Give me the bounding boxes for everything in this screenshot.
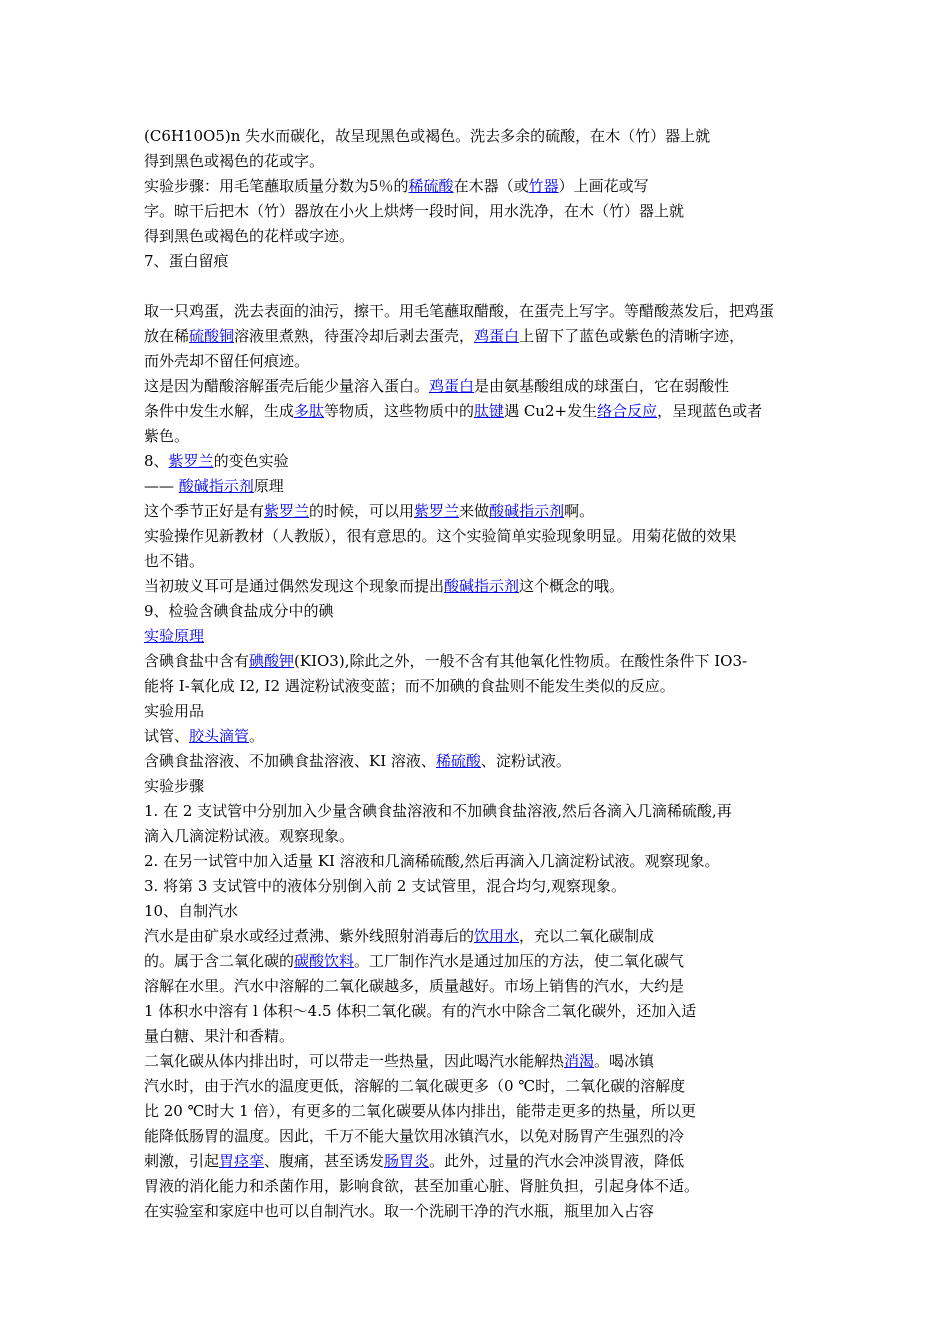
text-run: 原理 <box>253 477 284 495</box>
text-line <box>144 776 204 796</box>
text-line <box>144 251 229 271</box>
text-line <box>144 526 737 546</box>
hyperlink[interactable]: 酸碱指示剂 <box>489 502 565 520</box>
text-line <box>144 476 284 496</box>
text-run: 这个概念的哦。 <box>519 577 625 595</box>
hyperlink[interactable]: 酸碱指示剂 <box>178 477 254 495</box>
text-run: ，呈现蓝色或者 <box>657 402 763 420</box>
text-run: 。 <box>249 727 265 745</box>
text-run: 这是因为醋酸溶解蛋壳后能少量溶入蛋白。 <box>144 377 430 395</box>
text-run: 胃液的消化能力和杀菌作用，影响食欲，甚至加重心脏、肾脏负担，引起身体不适。 <box>144 1177 700 1195</box>
text-run: (C6H10O5)n 失水而碳化，故呈现黑色或褐色。洗去多余的硫酸，在木（竹）器上就 <box>144 127 711 145</box>
text-run: 的。属于含二氧化碳的 <box>144 952 295 970</box>
text-line <box>144 551 204 571</box>
hyperlink[interactable]: 胃痉挛 <box>219 1152 265 1170</box>
text-run: 、腹痛，甚至诱发 <box>264 1152 385 1170</box>
text-run: 的时候，可以用 <box>309 502 415 520</box>
text-run: 2. 在另一试管中加入适量 KI 溶液和几滴稀硫酸,然后再滴入几滴淀粉试液。观察现象。 <box>144 852 720 870</box>
text-line <box>144 1176 699 1196</box>
text-run: 。此外，过量的汽水会冲淡胃液，降低 <box>429 1152 685 1170</box>
text-line <box>144 726 264 746</box>
text-run: 是由氨基酸组成的球蛋白，它在弱酸性 <box>474 377 730 395</box>
text-run: 1 体积水中溶有 l 体积～4.5 体积二氧化碳。有的汽水中除含二氧化碳外，还加入适 <box>144 1002 697 1020</box>
text-line <box>144 226 354 246</box>
text-line <box>144 976 684 996</box>
text-run: 试管、 <box>144 727 190 745</box>
text-line <box>144 826 354 846</box>
text-line <box>144 626 204 646</box>
text-line <box>144 126 710 146</box>
hyperlink[interactable]: 紫罗兰 <box>168 452 214 470</box>
text-line <box>144 201 684 221</box>
text-line <box>144 676 675 696</box>
text-line <box>144 601 334 621</box>
text-run: 遇 Cu2+发生 <box>504 402 598 420</box>
text-line <box>144 751 571 771</box>
text-run: 得到黑色或褐色的花样或字迹。 <box>144 227 355 245</box>
text-line <box>144 376 729 396</box>
text-run: (KIO3),除此之外，一般不含有其他氧化性物质。在酸性条件下 IO3- <box>294 652 748 670</box>
text-run: 也不错。 <box>144 552 205 570</box>
text-run: 9、检验含碘食盐成分中的碘 <box>144 602 334 620</box>
text-run: 上留下了蓝色或紫色的清晰字迹， <box>519 327 745 345</box>
text-line <box>144 426 189 446</box>
text-run: 实验步骤 <box>144 777 205 795</box>
hyperlink[interactable]: 硫酸铜 <box>189 327 235 345</box>
text-run: 在实验室和家庭中也可以自制汽水。取一个洗刷干净的汽水瓶，瓶里加入占容 <box>144 1202 655 1220</box>
text-line <box>144 1201 654 1221</box>
hyperlink[interactable]: 肠胃炎 <box>384 1152 430 1170</box>
text-run: 得到黑色或褐色的花或字。 <box>144 152 325 170</box>
text-run: 汽水时，由于汽水的温度更低，溶解的二氧化碳更多（0 ℃时，二氧化碳的溶解度 <box>144 1077 686 1095</box>
text-run: 含碘食盐溶液、不加碘食盐溶液、KI 溶液、 <box>144 752 436 770</box>
text-run: 滴入几滴淀粉试液。观察现象。 <box>144 827 355 845</box>
text-run: 而外壳却不留任何痕迹。 <box>144 352 310 370</box>
hyperlink[interactable]: 碘酸钾 <box>249 652 295 670</box>
hyperlink[interactable]: 鸡蛋白 <box>474 327 520 345</box>
text-run: 实验步骤：用毛笔蘸取质量分数为5％的 <box>144 177 409 195</box>
text-run: 条件中发生水解，生成 <box>144 402 295 420</box>
text-run: ）上画花或写 <box>558 177 649 195</box>
hyperlink[interactable]: 稀硫酸 <box>408 177 454 195</box>
text-line <box>144 951 684 971</box>
text-line <box>144 326 744 346</box>
text-line <box>144 1076 685 1096</box>
hyperlink[interactable]: 多肽 <box>294 402 325 420</box>
text-run: 汽水是由矿泉水或经过煮沸、紫外线照射消毒后的 <box>144 927 475 945</box>
text-line <box>144 151 324 171</box>
text-run: 10、自制汽水 <box>144 902 239 920</box>
text-run: 紫色。 <box>144 427 190 445</box>
text-run: 能将 I-氧化成 I2, I2 遇淀粉试液变蓝；而不加碘的食盐则不能发生类似的反应。 <box>144 677 675 695</box>
text-line <box>144 876 626 896</box>
text-run: 。喝冰镇 <box>594 1052 655 1070</box>
text-line <box>144 1051 654 1071</box>
hyperlink[interactable]: 络合反应 <box>597 402 658 420</box>
text-run: 7、蛋白留痕 <box>144 252 229 270</box>
hyperlink[interactable]: 消渴 <box>564 1052 595 1070</box>
text-run: —— <box>144 477 179 495</box>
text-run: 3. 将第 3 支试管中的液体分别倒入前 2 支试管里，混合均匀,观察现象。 <box>144 877 627 895</box>
text-line <box>144 1126 684 1146</box>
text-run: 8、 <box>144 452 169 470</box>
hyperlink[interactable]: 实验原理 <box>144 627 205 645</box>
text-run: 来做 <box>459 502 490 520</box>
text-run: 这个季节正好是有 <box>144 502 265 520</box>
hyperlink[interactable]: 酸碱指示剂 <box>444 577 520 595</box>
text-run: 比 20 ℃时大 1 倍），有更多的二氧化碳要从体内排出，能带走更多的热量，所以更 <box>144 1102 696 1120</box>
text-line <box>144 801 732 821</box>
text-line <box>144 576 624 596</box>
text-line <box>144 901 238 921</box>
text-line <box>144 851 720 871</box>
hyperlink[interactable]: 竹器 <box>528 177 559 195</box>
text-line <box>144 1101 696 1121</box>
text-run: 量白糖、果汁和香精。 <box>144 1027 295 1045</box>
hyperlink[interactable]: 紫罗兰 <box>264 502 310 520</box>
text-run: 、淀粉试液。 <box>480 752 571 770</box>
text-line <box>144 1151 684 1171</box>
text-line <box>144 651 747 671</box>
text-line <box>144 176 649 196</box>
text-line <box>144 451 289 471</box>
text-run: ，充以二氧化碳制成 <box>519 927 655 945</box>
hyperlink[interactable]: 胶头滴管 <box>189 727 250 745</box>
hyperlink[interactable]: 紫罗兰 <box>414 502 460 520</box>
text-run: 实验用品 <box>144 702 205 720</box>
text-line <box>144 401 762 421</box>
text-run: 含碘食盐中含有 <box>144 652 250 670</box>
text-run: 啊。 <box>564 502 595 520</box>
text-run: 字。晾干后把木（竹）器放在小火上烘烤一段时间，用水洗净，在木（竹）器上就 <box>144 202 685 220</box>
hyperlink[interactable]: 饮用水 <box>474 927 520 945</box>
text-line <box>144 1001 696 1021</box>
hyperlink[interactable]: 肽键 <box>474 402 505 420</box>
hyperlink[interactable]: 稀硫酸 <box>435 752 481 770</box>
text-run: 二氧化碳从体内排出时，可以带走一些热量，因此喝汽水能解热 <box>144 1052 565 1070</box>
text-run: 刺激，引起 <box>144 1152 220 1170</box>
text-line <box>144 501 594 521</box>
text-line <box>144 1026 294 1046</box>
text-run: 当初玻义耳可是通过偶然发现这个现象而提出 <box>144 577 445 595</box>
text-run: 1. 在 2 支试管中分别加入少量含碘食盐溶液和不加碘食盐溶液,然后各滴入几滴稀硫酸,再 <box>144 802 732 820</box>
text-run: 在木器（或 <box>453 177 529 195</box>
hyperlink[interactable]: 碳酸饮料 <box>294 952 355 970</box>
text-run: 实验操作见新教材（人教版），很有意思的。这个实验简单实验现象明显。用菊花做的效果 <box>144 527 737 545</box>
text-run: 能降低肠胃的温度。因此，千万不能大量饮用冰镇汽水，以免对肠胃产生强烈的冷 <box>144 1127 685 1145</box>
text-run: 等物质，这些物质中的 <box>324 402 475 420</box>
text-run: 溶液里煮熟，待蛋冷却后剥去蛋壳， <box>234 327 475 345</box>
text-run: 溶解在水里。汽水中溶解的二氧化碳越多，质量越好。市场上销售的汽水，大约是 <box>144 977 685 995</box>
text-run: 取一只鸡蛋，洗去表面的油污，擦干。用毛笔蘸取醋酸，在蛋壳上写字。等醋酸蒸发后，把鸡蛋 <box>144 302 775 320</box>
text-run: 的变色实验 <box>213 452 289 470</box>
text-line <box>144 701 204 721</box>
text-run: 放在稀 <box>144 327 190 345</box>
text-run: 。工厂制作汽水是通过加压的方法，使二氧化碳气 <box>354 952 685 970</box>
text-line <box>144 926 654 946</box>
text-line <box>144 301 774 321</box>
text-line <box>144 351 309 371</box>
hyperlink[interactable]: 鸡蛋白 <box>429 377 475 395</box>
